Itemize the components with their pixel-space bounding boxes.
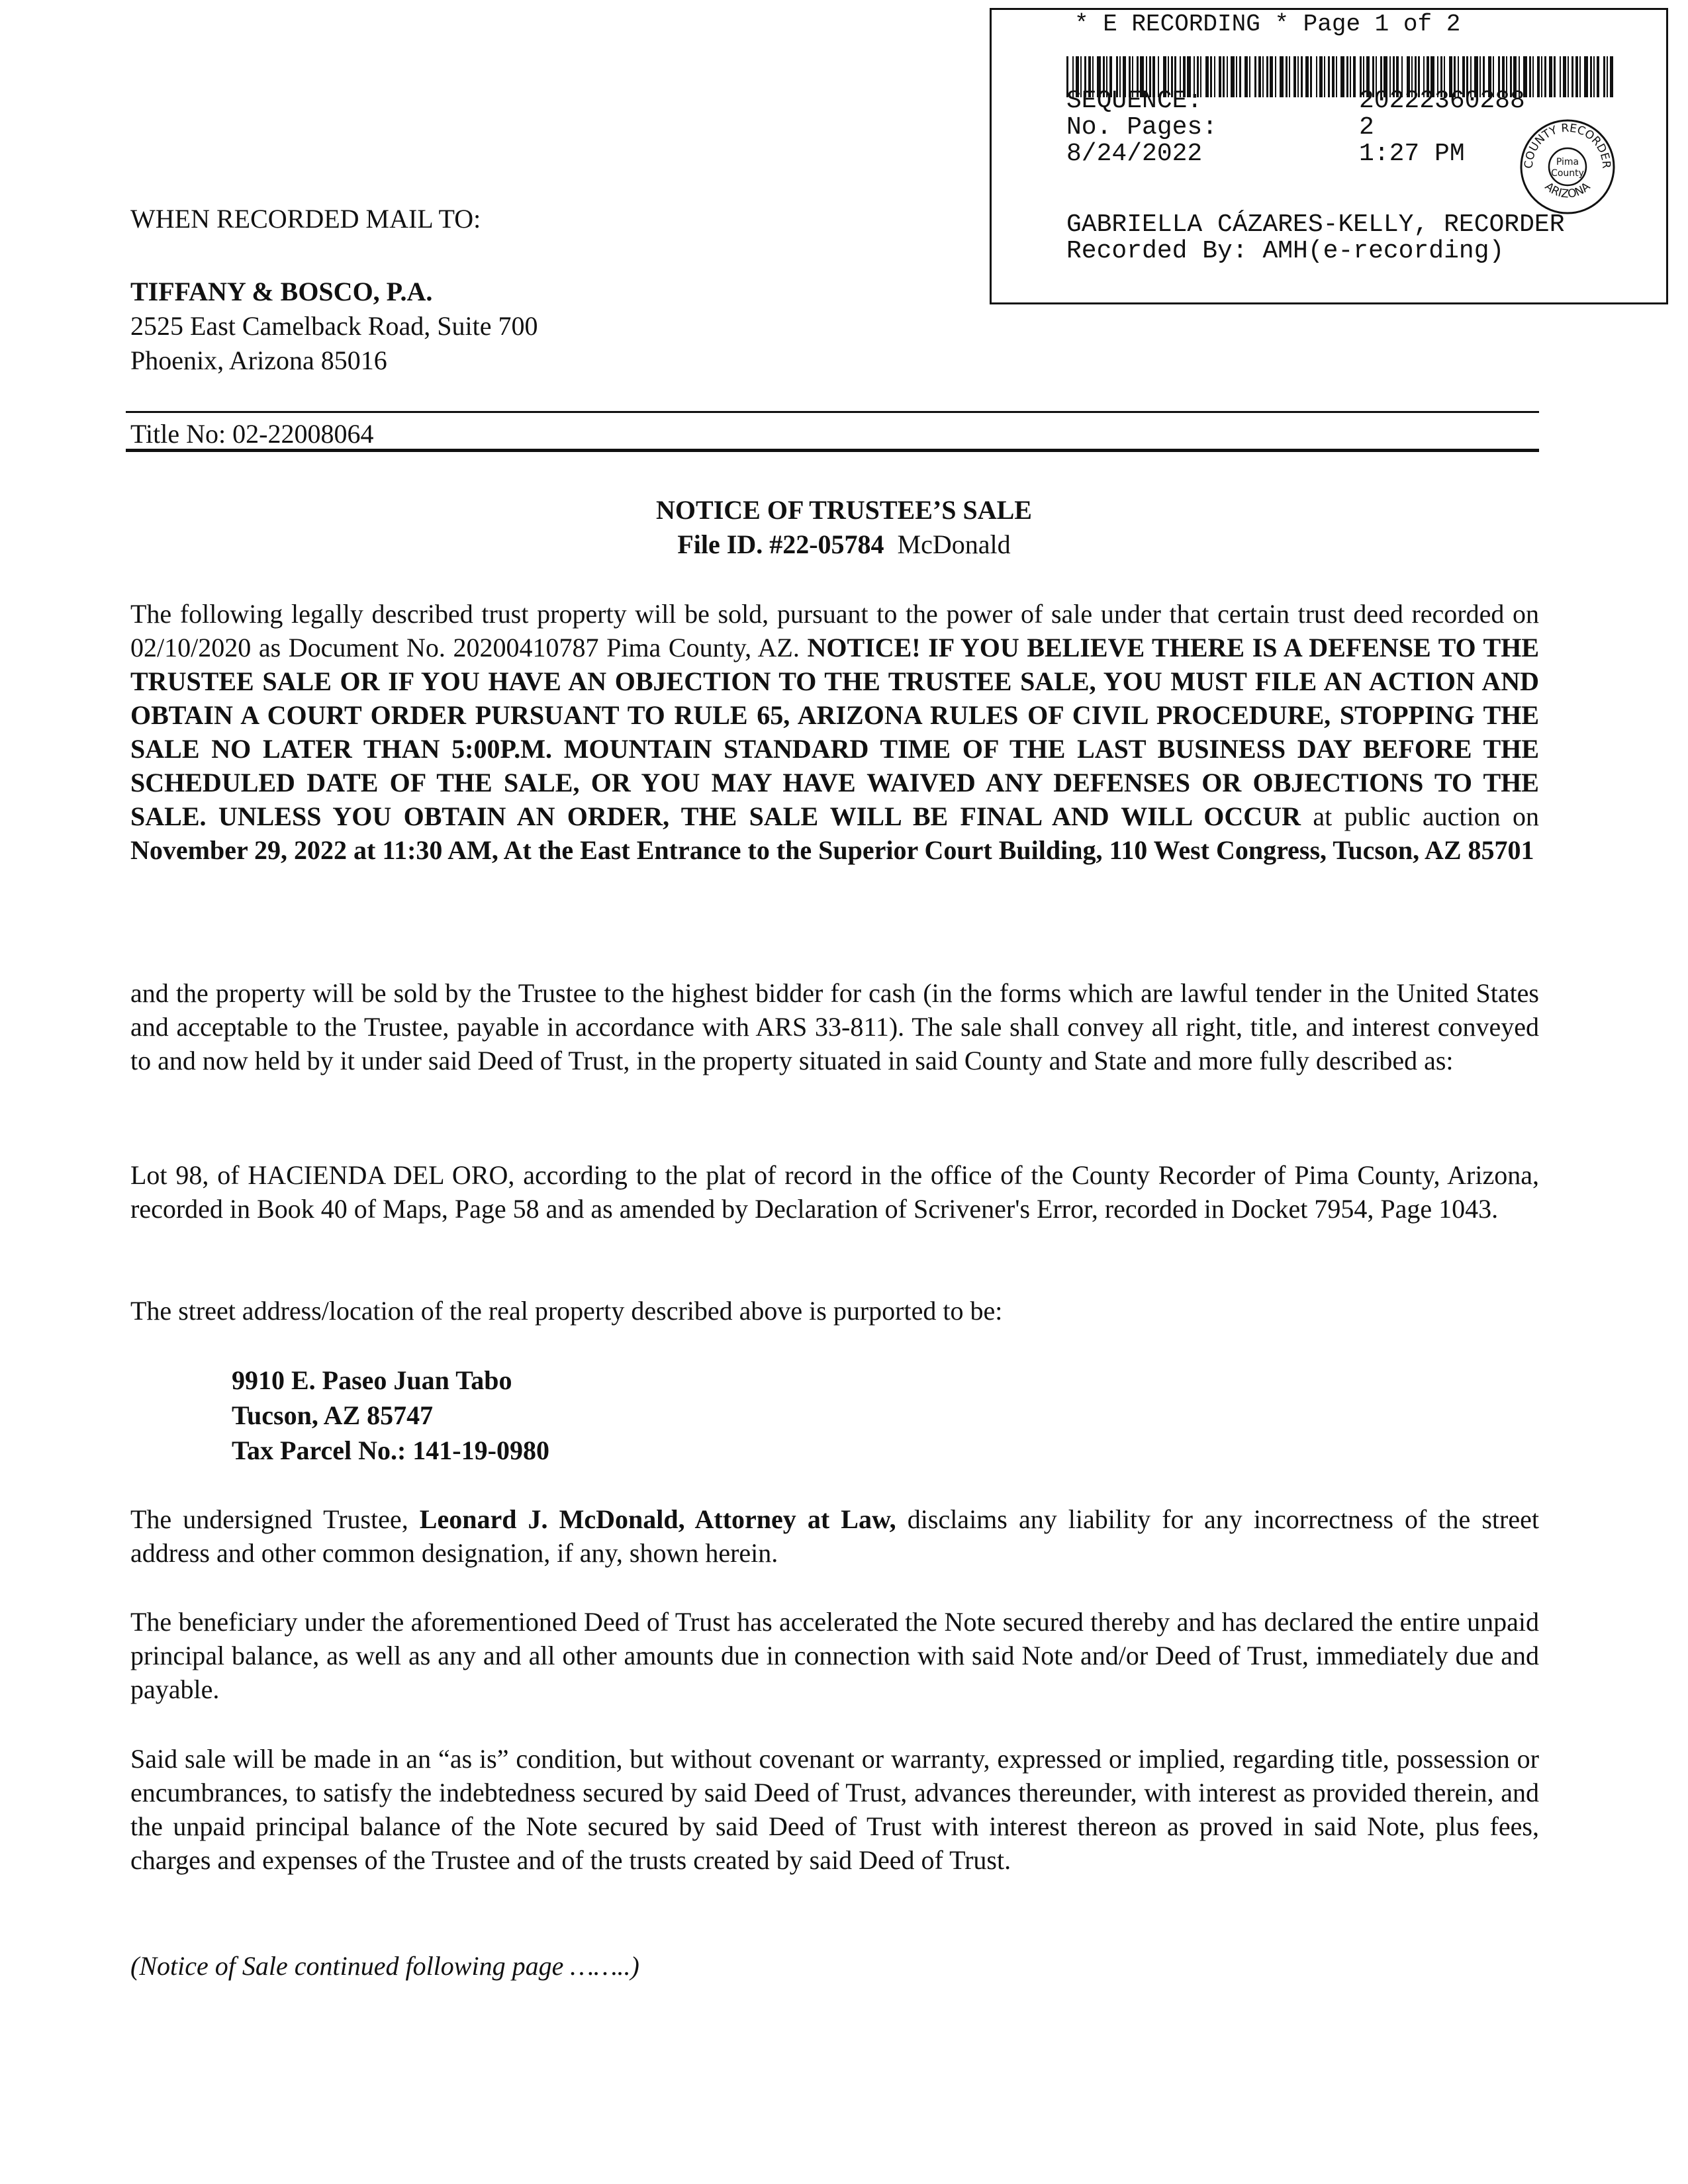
seal-center-text-2: County	[1551, 168, 1584, 179]
barcode-bar	[1532, 56, 1534, 97]
barcode-bar	[1275, 56, 1276, 97]
barcode-bar	[1590, 56, 1592, 97]
county-seal	[1518, 117, 1617, 216]
barcode-bar	[1316, 56, 1317, 97]
barcode-bar	[1266, 56, 1268, 97]
barcode-bar	[1293, 56, 1296, 97]
barcode-bar	[1297, 56, 1299, 97]
barcode-bar	[1214, 56, 1215, 97]
sequence-value: 20222360288	[1359, 87, 1525, 115]
property-street: 9910 E. Paseo Juan Tabo	[232, 1365, 512, 1395]
barcode-bar	[1286, 56, 1288, 97]
rule-bottom	[126, 449, 1539, 452]
barcode-bar	[1563, 56, 1566, 97]
barcode-bar	[1554, 56, 1556, 97]
barcode-bar	[1571, 56, 1573, 97]
stamp-header: * E RECORDING * Page 1 of 2	[1074, 11, 1461, 38]
record-date: 8/24/2022	[1066, 140, 1203, 168]
pages-label: No. Pages:	[1066, 113, 1218, 142]
seal-bottom-text: ARIZONA	[1542, 180, 1593, 201]
para5-prefix: The undersigned Trustee,	[130, 1504, 420, 1534]
barcode-bar	[1584, 56, 1588, 97]
barcode-bar	[1575, 56, 1578, 97]
paragraph-acceleration: The beneficiary under the aforementioned Deed of Trust has accelerated the Note secured thereby and has declared the entire unpaid principal balance, as well as any and all other amounts due in connection with said Note and/or Deed of Trust, immediately due and payable.	[130, 1607, 1539, 1704]
barcode-bar	[1568, 56, 1569, 97]
barcode-bar	[1239, 56, 1241, 97]
barcode-bar	[1258, 56, 1261, 97]
mail-to-street: 2525 East Camelback Road, Suite 700	[130, 311, 538, 341]
barcode-bar	[1231, 56, 1235, 97]
barcode-bar	[1249, 56, 1250, 97]
barcode-bar	[1597, 56, 1599, 97]
barcode-bar	[1324, 56, 1325, 97]
barcode-bar	[1541, 56, 1542, 97]
paragraph-property-sold: and the property will be sold by the Trustee to the highest bidder for cash (in the forms which are lawful tender in the United States and acceptable to the Trustee, payable in accordance with ARS 33-811). The sale shall convey all right, title, and interest conveyed to and now held by it under said Deed of Trust, in the property situated in said County and State and more fully described as:	[130, 978, 1539, 1075]
property-city: Tucson, AZ 85747	[232, 1400, 434, 1430]
barcode-bar	[1244, 56, 1248, 97]
barcode-bar	[1346, 56, 1348, 97]
rule-top	[126, 411, 1539, 413]
mail-to-firm: TIFFANY & BOSCO, P.A.	[130, 277, 433, 306]
barcode-bar	[1205, 56, 1209, 97]
barcode-bar	[1332, 56, 1335, 97]
barcode-bar	[1328, 56, 1330, 97]
barcode-bar	[1210, 56, 1212, 97]
recorder-name: GABRIELLA CÁZARES-KELLY, RECORDER	[1066, 210, 1565, 239]
mail-to-label: WHEN RECORDED MAIL TO:	[130, 204, 481, 234]
para1-auction-details: November 29, 2022 at 11:30 AM, At the East Entrance to the Superior Court Building, 110 West Congress, Tucson, AZ 85701	[130, 835, 1534, 865]
barcode-bar	[1319, 56, 1323, 97]
barcode-bar	[1560, 56, 1561, 97]
barcode-bar	[1579, 56, 1581, 97]
barcode-bar	[1340, 56, 1344, 97]
barcode-bar	[1289, 56, 1290, 97]
continued-note: (Notice of Sale continued following page ……..)	[130, 1951, 639, 1981]
barcode-bar	[1537, 56, 1540, 97]
barcode-bar	[1544, 56, 1546, 97]
barcode-bar	[1236, 56, 1237, 97]
paragraph-legal-description: Lot 98, of HACIENDA DEL ORO, according to the plat of record in the office of the County Recorder of Pima County, Arizona, recorded in Book 40 of Maps, Page 58 and as amended by Declaration of Scrivener's Error, recorded in Docket 7954, Page 1043.	[130, 1160, 1539, 1224]
barcode-bar	[1301, 56, 1303, 97]
seal-center-text-1: Pima	[1556, 157, 1579, 167]
barcode-bar	[1593, 56, 1595, 97]
barcode-bar	[1350, 56, 1351, 97]
barcode-bar	[1305, 56, 1309, 97]
barcode-bar	[1549, 56, 1552, 97]
paragraph-street-address-intro: The street address/location of the real property described above is purported to be:	[130, 1296, 1003, 1326]
barcode-bar	[1353, 56, 1356, 97]
barcode-bar	[1336, 56, 1337, 97]
property-parcel: Tax Parcel No.: 141-19-0980	[232, 1435, 549, 1465]
barcode-bar	[1262, 56, 1264, 97]
mail-to-city: Phoenix, Arizona 85016	[130, 345, 387, 375]
recorded-by: Recorded By: AMH(e-recording)	[1066, 237, 1505, 265]
barcode-bar	[1270, 56, 1273, 97]
seal-top-text: COUNTY RECORDER	[1522, 121, 1613, 169]
barcode-bar	[1280, 56, 1284, 97]
notice-title: NOTICE OF TRUSTEE’S SALE	[656, 495, 1032, 525]
barcode-bar	[1223, 56, 1225, 97]
barcode-bar	[1610, 56, 1613, 97]
sequence-label: SEQUENCE:	[1066, 87, 1203, 115]
barcode-bar	[1603, 56, 1605, 97]
file-id	[0, 527, 1688, 562]
file-id-name: McDonald	[897, 529, 1011, 559]
title-number: Title No: 02-22008064	[130, 419, 374, 449]
file-id-label: File ID. #22-05784	[677, 529, 884, 559]
para1-intro: The following legally described trust property will be sold, pursuant to the power of sale under that certain trust deed recorded on 02/10/2020 as Document No. 20200410787 Pima County, AZ.	[130, 599, 1539, 662]
pages-value: 2	[1359, 113, 1374, 142]
barcode-bar	[1607, 56, 1608, 97]
paragraph-trustee-disclaimer	[130, 1502, 1539, 1570]
barcode-bar	[1310, 56, 1312, 97]
paragraph-as-is: Said sale will be made in an “as is” condition, but without covenant or warranty, expressed or implied, regarding title, possession or encumbrances, to satisfy the indebtedness secured by said Deed of Trust, advances thereunder, with interest as provided therein, and the unpaid principal balance of the Note secured by said Deed of Trust with interest thereon as proved in said Note, plus fees, charges and expenses of the Trustee and of the trusts created by said Deed of Trust.	[130, 1744, 1539, 1875]
paragraph-sale-notice	[130, 597, 1539, 867]
para1-notice: NOTICE! IF YOU BELIEVE THERE IS A DEFENSE TO THE TRUSTEE SALE OR IF YOU HAVE AN OBJECTION TO THE TRUSTEE SALE, YOU MUST FILE AN ACTION AND OBTAIN A COURT ORDER PURSUANT TO RULE 65, ARIZONA RULES OF CIVIL PROCEDURE, STOPPING THE SALE NO LATER THAN 5:00P.M. MOUNTAIN STANDARD TIME OF THE LAST BUSINESS DAY BEFORE THE SCHEDULED DATE OF THE SALE, OR YOU MAY HAVE WAIVED ANY DEFENSES OR OBJECTIONS TO THE SALE. UNLESS YOU OBTAIN AN ORDER, THE SALE WILL BE FINAL AND WILL OCCUR	[130, 633, 1540, 831]
para5-suffix: disclaims any liability for any incorrectness of the street address and other common designation, if any, shown herein.	[130, 1504, 1539, 1568]
barcode-bar	[1227, 56, 1228, 97]
barcode-bar	[1219, 56, 1221, 97]
record-time: 1:27 PM	[1359, 140, 1465, 168]
para1-auction-prefix: at public auction on	[1300, 801, 1539, 831]
recording-stamp	[990, 8, 1668, 304]
para5-trustee: Leonard J. McDonald, Attorney at Law,	[419, 1504, 896, 1534]
svg-text:ARIZONA	[1542, 180, 1593, 201]
barcode-bar	[1254, 56, 1256, 97]
barcode-bar	[1529, 56, 1531, 97]
